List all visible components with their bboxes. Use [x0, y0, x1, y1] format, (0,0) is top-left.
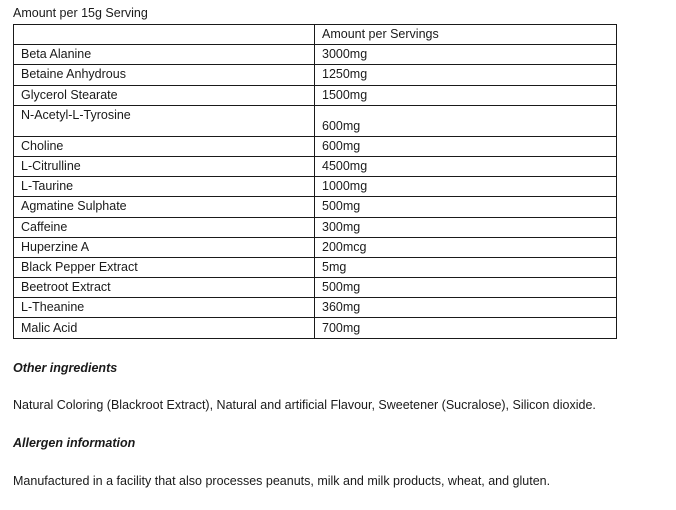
table-row	[14, 197, 617, 217]
ingredient-name: Glycerol Stearate	[14, 85, 315, 105]
ingredient-amount: 200mcg	[315, 237, 617, 257]
table-row	[14, 278, 617, 298]
ingredient-name: L-Citrulline	[14, 156, 315, 176]
ingredient-name: L-Taurine	[14, 177, 315, 197]
ingredient-amount: 5mg	[315, 257, 617, 277]
ingredient-name: Caffeine	[14, 217, 315, 237]
allergen-text: Manufactured in a facility that also processes peanuts, milk and milk products, wheat, and gluten.	[13, 474, 551, 488]
table-header-row	[14, 25, 617, 45]
header-ingredient	[14, 25, 315, 45]
ingredient-amount: 500mg	[315, 278, 617, 298]
ingredient-amount: 300mg	[315, 217, 617, 237]
table-row	[14, 257, 617, 277]
table-row	[14, 156, 617, 176]
ingredient-name: Malic Acid	[14, 318, 315, 338]
table-row	[14, 237, 617, 257]
ingredient-amount: 700mg	[315, 318, 617, 338]
ingredient-name: Choline	[14, 136, 315, 156]
table-row	[14, 177, 617, 197]
ingredient-name: Beetroot Extract	[14, 278, 315, 298]
table-row	[14, 217, 617, 237]
table-row	[14, 318, 617, 338]
ingredients-table	[13, 24, 617, 339]
ingredient-name: Beta Alanine	[14, 45, 315, 65]
table-row	[14, 45, 617, 65]
header-amount: Amount per Servings	[315, 25, 617, 45]
serving-title: Amount per 15g Serving	[13, 6, 148, 20]
other-ingredients-heading: Other ingredients	[13, 361, 118, 375]
ingredient-name: Betaine Anhydrous	[14, 65, 315, 85]
ingredient-name: Huperzine A	[14, 237, 315, 257]
table-row	[14, 85, 617, 105]
ingredient-name: Black Pepper Extract	[14, 257, 315, 277]
ingredient-amount: 360mg	[315, 298, 617, 318]
ingredient-amount: 3000mg	[315, 45, 617, 65]
table-row	[14, 298, 617, 318]
ingredient-amount: 600mg	[315, 136, 617, 156]
ingredient-amount: 500mg	[315, 197, 617, 217]
ingredient-name: N-Acetyl-L-Tyrosine	[14, 105, 315, 136]
ingredient-amount: 600mg	[315, 105, 617, 136]
table-row	[14, 136, 617, 156]
ingredient-name: L-Theanine	[14, 298, 315, 318]
ingredient-amount: 1000mg	[315, 177, 617, 197]
ingredient-amount: 4500mg	[315, 156, 617, 176]
ingredient-name: Agmatine Sulphate	[14, 197, 315, 217]
table-row	[14, 65, 617, 85]
other-ingredients-text: Natural Coloring (Blackroot Extract), Natural and artificial Flavour, Sweetener (Sucralose), Silicon dioxide.	[13, 398, 596, 412]
ingredient-amount: 1500mg	[315, 85, 617, 105]
table-row	[14, 105, 617, 136]
ingredient-amount: 1250mg	[315, 65, 617, 85]
allergen-heading: Allergen information	[13, 436, 136, 450]
